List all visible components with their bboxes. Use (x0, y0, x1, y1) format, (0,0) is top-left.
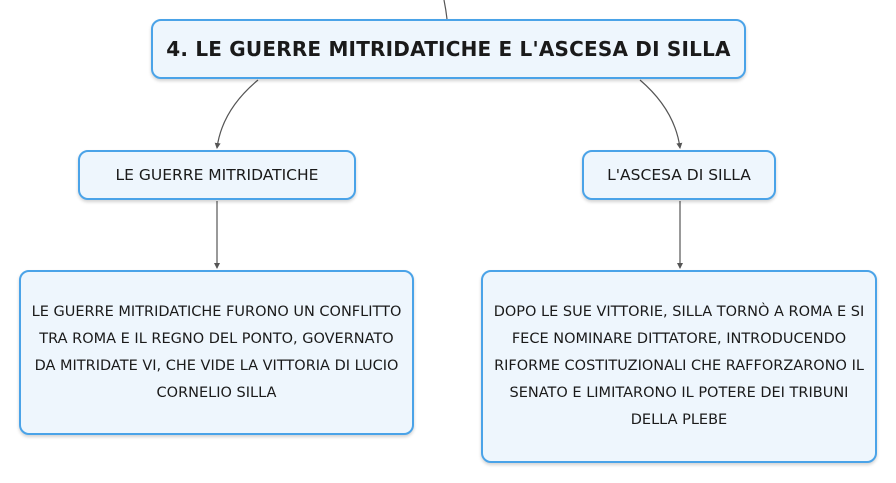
detail-node-ascesa-di-silla[interactable] (481, 270, 877, 463)
detail-node-text: DOPO LE SUE VITTORIE, SILLA TORNÒ A ROMA E SI FECE NOMINARE DITTATORE, INTRODUCENDO RIFORME COSTITUZIONALI CHE RAFFORZARONO IL SENATO E LIMITARONO IL POTERE DEI TRIBUNI DELLA PLEBE (493, 304, 865, 428)
detail-node-text: LE GUERRE MITRIDATICHE FURONO UN CONFLITTO TRA ROMA E IL REGNO DEL PONTO, GOVERNATO DA MITRIDATE VI, CHE VIDE LA VITTORIA DI LUCIO CORNELIO SILLA (31, 303, 402, 401)
root-node-label: 4. LE GUERRE MITRIDATICHE E L'ASCESA DI SILLA (166, 37, 731, 61)
topic-node-label: LE GUERRE MITRIDATICHE (115, 166, 319, 184)
connector-root-to-right-topic (640, 80, 680, 148)
detail-node-guerre-mitridatiche[interactable] (19, 270, 414, 435)
root-node[interactable] (151, 19, 746, 79)
connector-from-above (444, 0, 447, 19)
topic-node-label: L'ASCESA DI SILLA (607, 166, 751, 184)
topic-node-ascesa-di-silla[interactable] (582, 150, 776, 200)
connector-root-to-left-topic (217, 80, 258, 148)
topic-node-guerre-mitridatiche[interactable] (78, 150, 356, 200)
